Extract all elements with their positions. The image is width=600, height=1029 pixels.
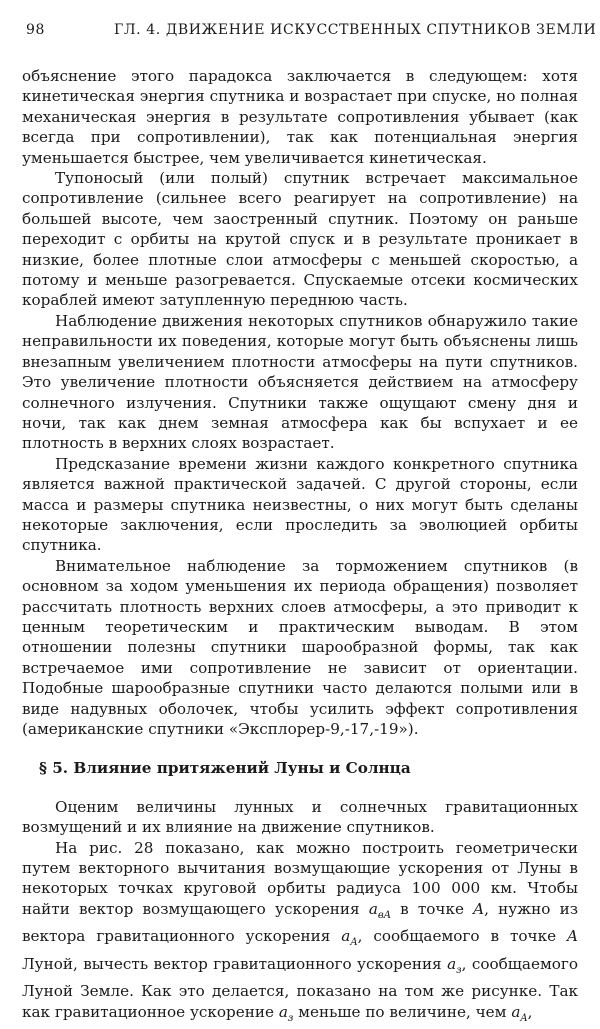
paragraph: Наблюдение движения некоторых спутников обнаружило такие неправильности их поведения, которые могут быть объяснены лишь внезапным увеличением плотности атмосферы на пути спутников. Это увеличение плотности объясняется действием на атмосферу солнечного излучения. Спутники также ощущают смену дня и ночи, так как днем земная атмосфера как бы вспухает и ее плотность в верхних слоях возрастает. <box>22 311 578 453</box>
symbol: $a_з$ <box>447 954 462 976</box>
symbol: $a_A$ <box>511 1002 528 1024</box>
page-number: 98 <box>26 22 46 38</box>
body-text <box>22 66 578 1029</box>
running-head: ГЛ. 4. ДВИЖЕНИЕ ИСКУССТВЕННЫХ СПУТНИКОВ ЗЕМЛИ <box>114 22 597 38</box>
symbol: A <box>473 899 485 918</box>
paragraph: объяснение этого парадокса заключается в следующем: хотя кинетическая энергия спутника и возрастает при спуске, но полная механическая энергия в результате сопротивления убывает (как всегда при сопротивлении), так как потенциальная энергия уменьшается быстрее, чем увеличивается кинетическая. <box>22 67 578 167</box>
text-run: , нужно из вектора гравитационного ускорения <box>22 899 578 946</box>
symbol: $a_з$ <box>278 1002 294 1024</box>
paragraph-with-formulas <box>22 838 578 1029</box>
text-run: , сообщаемого в точке <box>357 927 568 946</box>
paragraph: Тупоносый (или полый) спутник встречает максимальное сопротивление (сильнее всего реагирует на сопротивление) на большей высоте, чем заостренный спутник. Поэтому он раньше переходит с орбиты на крутой спуск и в результате проникает в низкие, более плотные слои атмосферы с меньшей скоростью, а потому и меньше разогревается. Спускаемые отсеки космических кораблей имеют затупленную переднюю часть. <box>22 169 578 310</box>
paragraph: Внимательное наблюдение за торможением спутников (в основном за ходом уменьшения их периода обращения) позволяет рассчитать плотность верхних слоев атмосферы, а это приводит к ценным теоретическим и практическим выводам. В этом отношении полезны спутники шарообразной формы, так как встречаемое ими сопротивление не зависит от ориентации. Подобные шарообразные спутники часто делаются полыми или в виде надувных оболочек, чтобы усилить эффект сопротивления (американские спутники «Эксплорер-9,-17,-19»). <box>22 556 578 738</box>
page-header <box>26 22 597 42</box>
paragraph: Оценим величины лунных и солнечных гравитационных возмущений и их влияние на движение спутников. <box>22 797 578 837</box>
text-run: На рис. 28 показано, как можно построить геометрически путем векторного вычитания возмущающие ускорения от Луны в некоторых точках круговой орбиты радиуса 100 000 км. Чтобы найти вектор возмущающего ускорения <box>22 838 578 918</box>
paragraph: Предсказание времени жизни каждого конкретного спутника является важной практической задачей. С другой стороны, если масса и размеры спутника неизвестны, о них могут быть сделаны некоторые заключения, если проследить за эволюцией орбиты спутника. <box>22 454 578 555</box>
text-run: в точке <box>390 899 474 918</box>
text-run: , сообщаемого Луной Земле. Как это делается, показано на том же рисунке. Так как гравитационное ускорение <box>22 954 578 1021</box>
text-run: меньше по величине, чем <box>293 1002 512 1021</box>
text-run: , <box>527 1002 533 1021</box>
text-run: Луной, вычесть вектор гравитационного ускорения <box>22 954 448 973</box>
symbol: $a_A$ <box>341 927 358 949</box>
section-title: § 5. Влияние притяжений Луны и Солнца <box>39 759 411 778</box>
symbol: $a_{вA}$ <box>368 899 391 921</box>
symbol: A <box>567 927 578 946</box>
